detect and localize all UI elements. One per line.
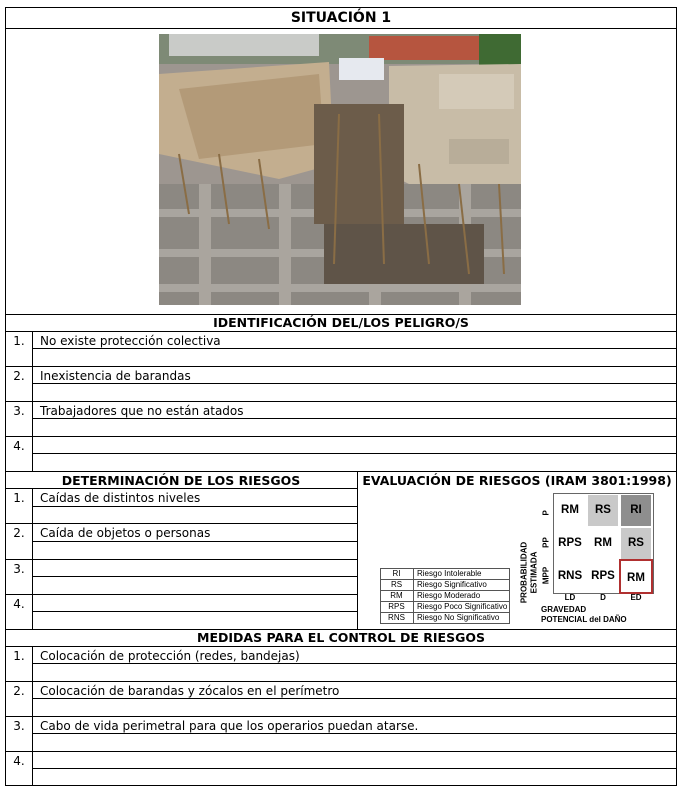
riesgo-number: 2.	[13, 526, 25, 540]
peligro-text: Trabajadores que no están atados	[40, 404, 244, 418]
medida-text: Colocación de barandas y zócalos en el perímetro	[40, 684, 340, 698]
legend-code: RI	[392, 569, 401, 578]
medidas-header: MEDIDAS PARA EL CONTROL DE RIESGOS	[197, 630, 485, 645]
peligro-number: 4.	[13, 439, 25, 453]
peligro-number: 3.	[13, 404, 25, 418]
matrix-row-label: P	[541, 510, 551, 516]
riesgo-number: 1.	[13, 491, 25, 505]
medida-text: Colocación de protección (redes, bandejas)	[40, 649, 300, 663]
legend-code: RNS	[388, 613, 405, 622]
legend-desc: Riesgo No Significativo	[417, 613, 500, 622]
legend-row	[380, 601, 511, 612]
peligro-text: Inexistencia de barandas	[40, 369, 191, 383]
legend-code: RPS	[388, 602, 405, 611]
medida-number: 4.	[13, 754, 25, 768]
legend-desc: Riesgo Significativo	[417, 580, 487, 589]
matrix-cell: RM	[555, 495, 585, 526]
legend-row	[380, 568, 511, 579]
peligro-number: 2.	[13, 369, 25, 383]
peligro-text: No existe protección colectiva	[40, 334, 221, 348]
legend-desc: Riesgo Moderado	[417, 591, 481, 600]
medida-number: 2.	[13, 684, 25, 698]
legend-row	[380, 590, 511, 601]
matrix-cell-highlighted: RM	[619, 559, 653, 594]
legend-code: RS	[390, 580, 403, 589]
legend-row	[380, 579, 511, 590]
medida-number: 1.	[13, 649, 25, 663]
legend-code: RM	[390, 591, 403, 600]
matrix-cell: RM	[588, 528, 618, 559]
y-axis-label: ESTIMADA	[529, 551, 539, 594]
matrix-col-label: D	[600, 593, 606, 602]
riesgo-text: Caída de objetos o personas	[40, 526, 211, 540]
medida-number: 3.	[13, 719, 25, 733]
construction-site-photo	[159, 34, 521, 305]
risk-legend	[380, 568, 511, 622]
peligro-number: 1.	[13, 334, 25, 348]
matrix-cell: RI	[621, 495, 651, 526]
legend-desc: Riesgo Intolerable	[417, 569, 482, 578]
legend-row	[380, 612, 511, 623]
evaluacion-header: EVALUACIÓN DE RIESGOS (IRAM 3801:1998)	[362, 473, 672, 488]
matrix-col-label: LD	[564, 593, 576, 602]
matrix-cell: RS	[621, 528, 651, 559]
riesgos-header: DETERMINACIÓN DE LOS RIESGOS	[61, 473, 301, 488]
medida-text: Cabo de vida perimetral para que los operarios puedan atarse.	[40, 719, 419, 733]
matrix-row-label: PP	[541, 537, 551, 548]
riesgo-number: 3.	[13, 562, 25, 576]
legend-desc: Riesgo Poco Significativo	[417, 602, 508, 611]
page-title: SITUACIÓN 1	[290, 10, 392, 26]
riesgo-number: 4.	[13, 597, 25, 611]
x-axis-label: GRAVEDAD	[541, 605, 587, 614]
matrix-col-label: ED	[630, 593, 642, 602]
y-axis-label: PROBABILIDAD	[519, 541, 529, 604]
riesgo-text: Caídas de distintos niveles	[40, 491, 201, 505]
x-axis-label: POTENCIAL del DAÑO	[541, 615, 627, 624]
matrix-row-label: MPP	[541, 566, 551, 585]
matrix-cell: RPS	[555, 528, 585, 559]
peligros-header: IDENTIFICACIÓN DEL/LOS PELIGRO/S	[213, 315, 469, 330]
matrix-cell: RNS	[555, 561, 585, 592]
matrix-cell: RPS	[588, 561, 618, 592]
matrix-cell: RS	[588, 495, 618, 526]
